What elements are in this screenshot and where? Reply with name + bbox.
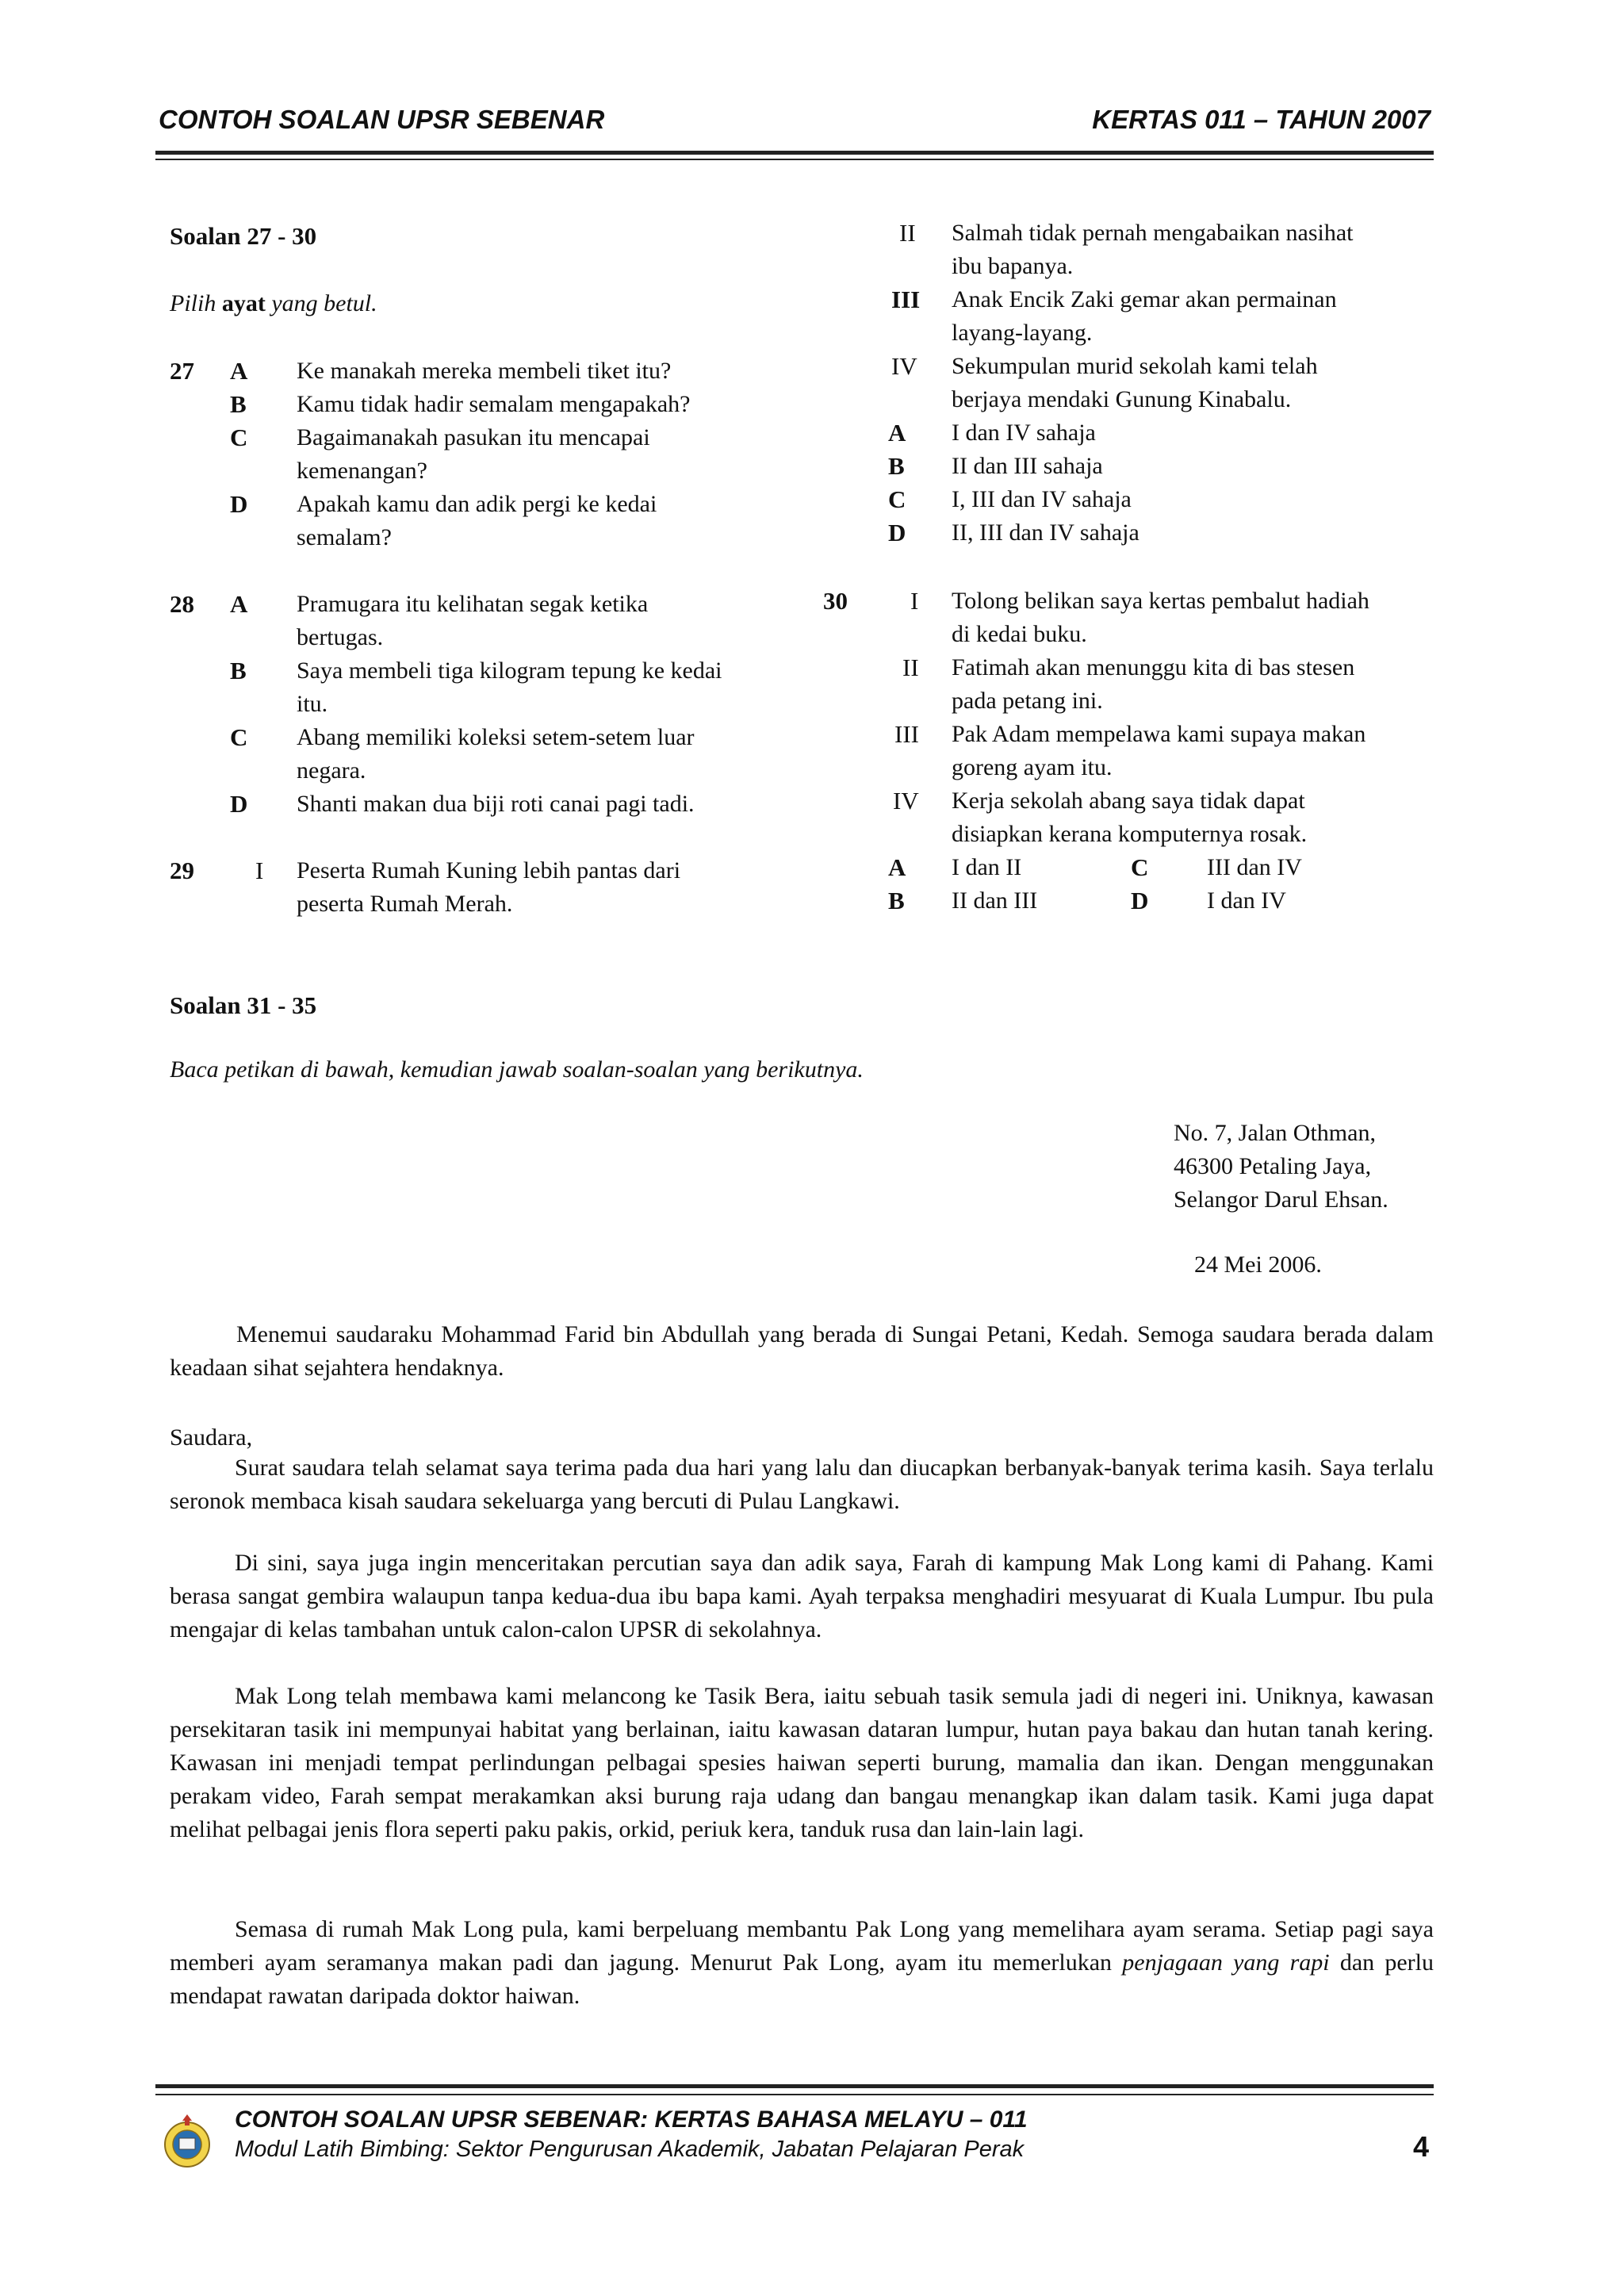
sender-address: No. 7, Jalan Othman, 46300 Petaling Jaya, Selangor Darul Ehsan. — [1174, 1120, 1388, 1213]
question-number: 30 — [823, 587, 848, 615]
option-letter: B — [230, 657, 247, 684]
section-heading: Soalan 31 - 35 — [170, 991, 317, 1019]
option-letter: C — [230, 424, 248, 451]
section-instruction: Baca petikan di bawah, kemudian jawab soalan-soalan yang berikutnya. — [170, 1056, 864, 1083]
answer-letter: C — [888, 485, 906, 513]
statement-roman: I — [255, 857, 264, 884]
answer-text: I dan IV sahaja — [952, 420, 1096, 446]
footer-divider-thin — [155, 2094, 1434, 2095]
answer-text: I, III dan IV sahaja — [952, 486, 1132, 512]
letter-date: 24 Mei 2006. — [1194, 1251, 1322, 1278]
option-text: Apakah kamu dan adik pergi ke kedai semalam? — [297, 491, 657, 550]
statement-roman: II — [899, 219, 916, 247]
statement-text: Sekumpulan murid sekolah kami telah berjaya mendaki Gunung Kinabalu. — [952, 353, 1318, 412]
statement-roman: III — [891, 286, 921, 313]
page-number: 4 — [1412, 2130, 1429, 2163]
statement-text: Fatimah akan menunggu kita di bas stesen pada petang ini. — [952, 654, 1355, 714]
answer-text: II dan III — [952, 887, 1038, 914]
letter-paragraph: Mak Long telah membawa kami melancong ke Tasik Bera, iaitu sebuah tasik semula jadi di negeri ini. Uniknya, kawasan persekitaran tasik ini mempunyai habitat yang berlainan, iaitu kawasan dataran lumpur, hutan paya bakau dan hutan tanah kering. Kawasan ini menjadi tempat perlindungan pelbagai spesies haiwan seperti burung, mamalia dan ikan. Dengan menggunakan perakam video, Farah sempat merakamkan aksi burung raja udang dan bangau menangkap ikan dalam tasik. Kami juga dapat melihat pelbagai jenis flora seperti paku pakis, orkid, periuk kera, tanduk rusa dan lain-lain lagi. — [170, 1683, 1434, 1842]
statement-text: Peserta Rumah Kuning lebih pantas dari peserta Rumah Merah. — [297, 857, 681, 917]
option-text: Kamu tidak hadir semalam mengapakah? — [297, 391, 691, 417]
answer-letter: C — [1131, 853, 1149, 881]
option-text: Saya membeli tiga kilogram tepung ke kedai itu. — [297, 657, 722, 717]
letter-greeting: Menemui saudaraku Mohammad Farid bin Abdullah yang berada di Sungai Petani, Kedah. Semoga saudara berada dalam keadaan sihat sejahtera hendaknya. — [170, 1321, 1434, 1381]
letter-paragraph: Di sini, saya juga ingin menceritakan percutian saya dan adik saya, Farah di kampung Mak Long kami di Pahang. Kami berasa sangat gembira walaupun tanpa kedua-dua ibu bapa kami. Ayah terpaksa menghadiri mesyuarat di Kuala Lumpur. Ibu pula mengajar di kelas tambahan untuk calon-calon UPSR di sekolahnya. — [170, 1550, 1434, 1642]
option-letter: A — [230, 357, 248, 385]
statement-roman: IV — [893, 787, 919, 815]
answer-text: I dan II — [952, 854, 1022, 880]
option-letter: D — [230, 790, 248, 818]
answer-text: I dan IV — [1207, 887, 1286, 914]
header-divider — [155, 151, 1434, 155]
option-text: Pramugara itu kelihatan segak ketika bertugas. — [297, 591, 649, 650]
answer-text: II dan III sahaja — [952, 453, 1103, 479]
statement-text: Salmah tidak pernah mengabaikan nasihat ibu bapanya. — [952, 220, 1354, 279]
header-title: CONTOH SOALAN UPSR SEBENAR — [159, 105, 605, 134]
section-instruction: Pilih ayat yang betul. — [170, 290, 377, 316]
footer-subtitle: Modul Latih Bimbing: Sektor Pengurusan Akademik, Jabatan Pelajaran Perak — [235, 2137, 1025, 2162]
option-text: Ke manakah mereka membeli tiket itu? — [297, 358, 672, 384]
option-text: Abang memiliki koleksi setem-setem luar negara. — [297, 724, 695, 784]
header-paper-code: KERTAS 011 – TAHUN 2007 — [1092, 105, 1431, 134]
state-crest-icon — [162, 2113, 213, 2170]
answer-letter: D — [888, 519, 906, 546]
question-number: 29 — [170, 857, 194, 884]
option-letter: B — [230, 390, 247, 418]
statement-roman: II — [902, 654, 919, 681]
option-letter: D — [230, 490, 248, 518]
answer-letter: B — [888, 887, 905, 914]
question-number: 27 — [170, 357, 194, 385]
statement-roman: III — [894, 720, 919, 748]
statement-roman: I — [910, 587, 919, 615]
answer-text: III dan IV — [1207, 854, 1302, 880]
option-text: Bagaimanakah pasukan itu mencapai kemenangan? — [297, 424, 650, 484]
statement-roman: IV — [891, 352, 917, 380]
header-divider-thin — [155, 159, 1434, 160]
option-letter: A — [230, 590, 248, 618]
statement-text: Tolong belikan saya kertas pembalut hadiah di kedai buku. — [952, 588, 1369, 647]
answer-letter: D — [1131, 887, 1149, 914]
statement-text: Kerja sekolah abang saya tidak dapat disiapkan kerana komputernya rosak. — [952, 788, 1308, 847]
letter-salutation: Saudara, — [170, 1424, 253, 1451]
statement-text: Pak Adam mempelawa kami supaya makan goreng ayam itu. — [952, 721, 1366, 780]
answer-text: II, III dan IV sahaja — [952, 519, 1139, 546]
answer-letter: A — [888, 853, 906, 881]
answer-letter: B — [888, 452, 905, 480]
letter-paragraph: Semasa di rumah Mak Long pula, kami berpeluang membantu Pak Long yang memelihara ayam serama. Setiap pagi saya memberi ayam seramanya makan padi dan jagung. Menurut Pak Long, ayam itu memerlukan penjagaan yang rapi dan perlu mendapat rawatan daripada doktor haiwan. — [170, 1916, 1434, 2009]
footer-title: CONTOH SOALAN UPSR SEBENAR: KERTAS BAHASA MELAYU – 011 — [235, 2106, 1028, 2133]
option-text: Shanti makan dua biji roti canai pagi tadi. — [297, 791, 695, 817]
option-letter: C — [230, 723, 248, 751]
letter-paragraph: Surat saudara telah selamat saya terima pada dua hari yang lalu dan diucapkan berbanyak-banyak terima kasih. Saya terlalu seronok membaca kisah saudara sekeluarga yang bercuti di Pulau Langkawi. — [170, 1455, 1434, 1514]
section-heading: Soalan 27 - 30 — [170, 222, 317, 250]
question-number: 28 — [170, 590, 194, 618]
footer-divider — [155, 2084, 1434, 2088]
statement-text: Anak Encik Zaki gemar akan permainan layang-layang. — [952, 286, 1337, 346]
answer-letter: A — [888, 419, 906, 447]
